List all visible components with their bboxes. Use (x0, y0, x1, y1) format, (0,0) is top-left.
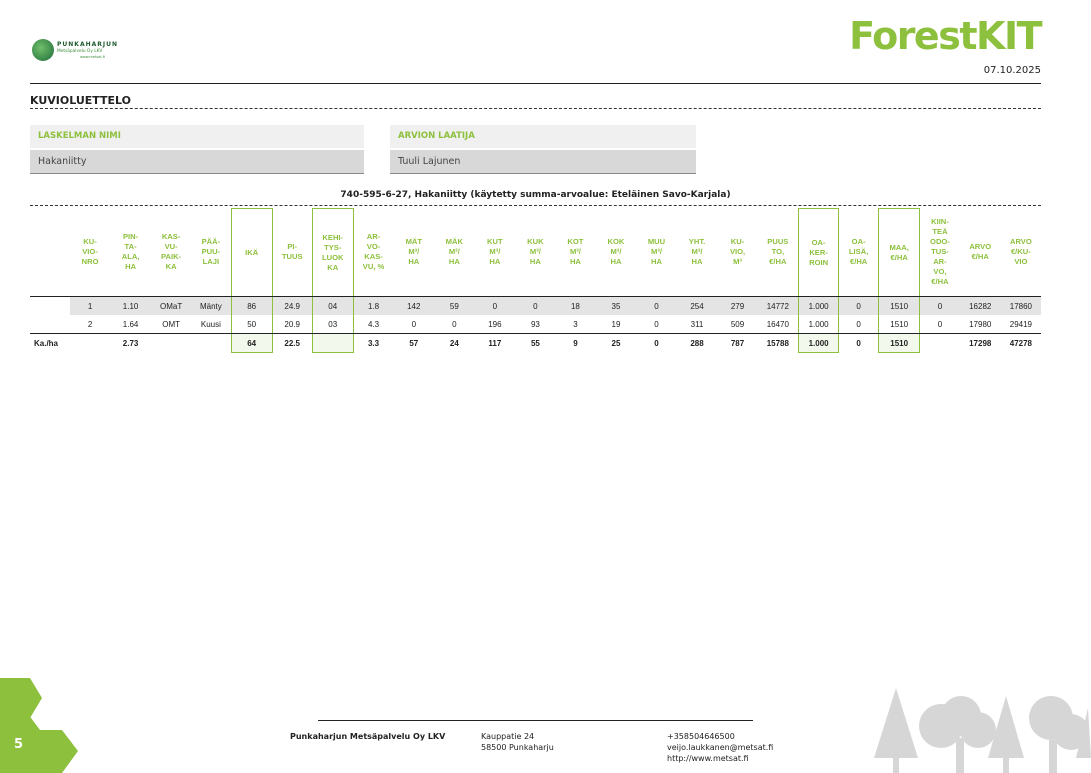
col-header-mak: MÄK M³/ HA (434, 209, 474, 297)
table-cell: 1510 (879, 315, 920, 334)
col-header-expectation-value: KIIN- TEÄ ODO- TUS- AR- VO, €/HA (920, 209, 960, 297)
col-header-value-ha: ARVO €/HA (960, 209, 1001, 297)
table-cell: 29419 (1001, 315, 1041, 334)
col-header-kut: KUT M³/ HA (474, 209, 515, 297)
brand-logo: ForestKIT (849, 14, 1041, 58)
table-cell: OMaT (151, 297, 191, 316)
table-title: 740-595-6-27, Hakaniitty (käytetty summa-arvoalue: Eteläinen Savo-Karjala) (340, 190, 731, 200)
total-label: Ka./ha (34, 338, 59, 348)
table-cell: 1.10 (110, 297, 151, 316)
table-cell: 0 (654, 338, 659, 348)
footer-divider (318, 720, 753, 721)
footer-company: Punkaharjun Metsäpalvelu Oy LKV (290, 732, 446, 741)
table-cell: 0 (839, 315, 879, 334)
table-cell: 254 (677, 297, 718, 316)
table-cell: 59 (434, 297, 474, 316)
col-header-stand-value: PUUS TO, €/HA (758, 209, 799, 297)
table-cell: 0 (393, 315, 434, 334)
page-corner-hexagons (0, 678, 85, 773)
table-cell: 0 (515, 297, 555, 316)
table-cell: 18 (555, 297, 595, 316)
col-header-area: PIN- TA- ALA, HA (110, 209, 151, 297)
table-cell: 2.73 (122, 338, 139, 348)
table-cell: 0 (636, 315, 676, 334)
table-cell (70, 334, 110, 353)
table-cell: 50 (231, 315, 272, 334)
table-cell: 3.3 (367, 338, 380, 348)
col-header-height: PI- TUUS (272, 209, 312, 297)
table-cell: 24 (449, 338, 459, 348)
footer-address (481, 731, 554, 753)
table-cell: 0 (856, 338, 861, 348)
table-row (30, 297, 1041, 316)
table-cell: 0 (434, 315, 474, 334)
footer-contact (667, 731, 773, 764)
table-cell: 3 (555, 315, 595, 334)
table-cell: Mänty (191, 297, 231, 316)
table-cell (191, 334, 231, 353)
table-cell: 1510 (879, 297, 920, 316)
table-cell: 17298 (969, 338, 992, 348)
col-header-total-vol: YHT. M³/ HA (677, 209, 718, 297)
col-header-value-growth: AR- VO- KAS- VU, % (353, 209, 393, 297)
table-cell: 1.64 (110, 315, 151, 334)
table-row (30, 315, 1041, 334)
col-header-kuk: KUK M³/ HA (515, 209, 555, 297)
table-cell: 03 (312, 315, 353, 334)
table-cell (30, 315, 70, 334)
table-cell: 1 (70, 297, 110, 316)
section-divider (30, 108, 1041, 109)
table-cell: 25 (611, 338, 621, 348)
table-cell: 196 (474, 315, 515, 334)
logo-line1: PUNKAHARJUN (57, 41, 118, 48)
col-header-site-type: KAS- VU- PAIK- KA (151, 209, 191, 297)
table-cell: 93 (515, 315, 555, 334)
page-number: 5 (14, 737, 24, 752)
table-cell: 15788 (766, 338, 789, 348)
col-header-kok: KOK M³/ HA (595, 209, 636, 297)
table-cell: 311 (677, 315, 718, 334)
table-cell: 35 (595, 297, 636, 316)
table-cell: 1.000 (799, 297, 839, 316)
table-cell: 787 (730, 338, 745, 348)
table-cell: 142 (393, 297, 434, 316)
section-title: KUVIOLUETTELO (30, 94, 132, 107)
col-header-compartment-vol: KU- VIO, M³ (718, 209, 758, 297)
col-header-main-species: PÄÄ- PUU- LAJI (191, 209, 231, 297)
document-date: 07.10.2025 (983, 65, 1041, 76)
calc-name-field: Hakaniitty (30, 150, 364, 174)
logo-line2: Metsäpalvelu Oy LKV (57, 49, 103, 54)
col-header-compartment-no: KU- VIO- NRO (70, 209, 110, 297)
table-cell (920, 334, 960, 353)
header-divider (30, 83, 1041, 84)
table-cell: 509 (718, 315, 758, 334)
table-cell: 47278 (1009, 338, 1032, 348)
calc-name-label: LASKELMAN NIMI (38, 131, 121, 141)
tree-silhouettes-icon (866, 688, 1091, 773)
compartment-table (30, 208, 1041, 353)
col-header-age: IKÄ (231, 209, 272, 297)
table-cell: 1510 (879, 334, 920, 353)
footer-web: http://www.metsat.fi (667, 754, 749, 763)
table-header-row (30, 209, 1041, 297)
col-header-oa-coefficient: OA- KER- ROIN (799, 209, 839, 297)
table-cell: 288 (690, 338, 704, 348)
table-cell: 2 (70, 315, 110, 334)
table-cell: 17860 (1001, 297, 1041, 316)
table-cell (312, 334, 353, 353)
col-header-land: MAA, €/HA (879, 209, 920, 297)
table-cell: 14772 (758, 297, 799, 316)
table-cell: 16470 (758, 315, 799, 334)
table-cell: 279 (718, 297, 758, 316)
table-cell: 1.8 (353, 297, 393, 316)
table-cell: 20.9 (272, 315, 312, 334)
appraiser-field: Tuuli Lajunen (390, 150, 696, 174)
col-header-value-compartment: ARVO €/KU- VIO (1001, 209, 1041, 297)
table-cell: 22.5 (284, 338, 300, 348)
footer-street: Kauppatie 24 (481, 732, 535, 741)
table-cell: 4.3 (353, 315, 393, 334)
table-cell: 117 (488, 338, 502, 348)
table-cell: 1.000 (799, 315, 839, 334)
footer-city: 58500 Punkaharju (481, 743, 554, 752)
col-header-mat: MÄT M³/ HA (393, 209, 434, 297)
col-header-kot: KOT M³/ HA (555, 209, 595, 297)
table-cell: 17980 (960, 315, 1001, 334)
footer-phone: +358504646500 (667, 732, 735, 741)
logo-line3: www.metsat.fi (80, 55, 105, 59)
col-header-muu: MUU M³/ HA (636, 209, 676, 297)
appraiser-label: ARVION LAATIJA (398, 131, 475, 141)
table-cell: 0 (839, 297, 879, 316)
table-cell: 16282 (960, 297, 1001, 316)
table-cell: 19 (595, 315, 636, 334)
table-cell: 0 (920, 315, 960, 334)
table-divider (30, 205, 1041, 206)
company-logo (32, 38, 127, 64)
col-header (30, 209, 70, 297)
table-cell: 86 (231, 297, 272, 316)
table-total-row (30, 334, 1041, 353)
table-cell: 55 (530, 338, 540, 348)
table-cell: 9 (573, 338, 578, 348)
col-header-oa-addition: OA- LISÄ, €/HA (839, 209, 879, 297)
table-cell: 0 (920, 297, 960, 316)
globe-icon (32, 39, 54, 61)
col-header-dev-class: KEHI- TYS- LUOK KA (312, 209, 353, 297)
table-cell: 04 (312, 297, 353, 316)
table-cell: OMT (151, 315, 191, 334)
table-cell: 1.000 (799, 334, 839, 353)
table-cell (151, 334, 191, 353)
footer-email: veijo.laukkanen@metsat.fi (667, 743, 774, 752)
table-cell: 64 (231, 334, 272, 353)
table-cell: Kuusi (191, 315, 231, 334)
table-cell: 0 (474, 297, 515, 316)
table-cell: 0 (636, 297, 676, 316)
table-cell: 57 (409, 338, 419, 348)
table-cell (30, 297, 70, 316)
table-cell: 24.9 (272, 297, 312, 316)
